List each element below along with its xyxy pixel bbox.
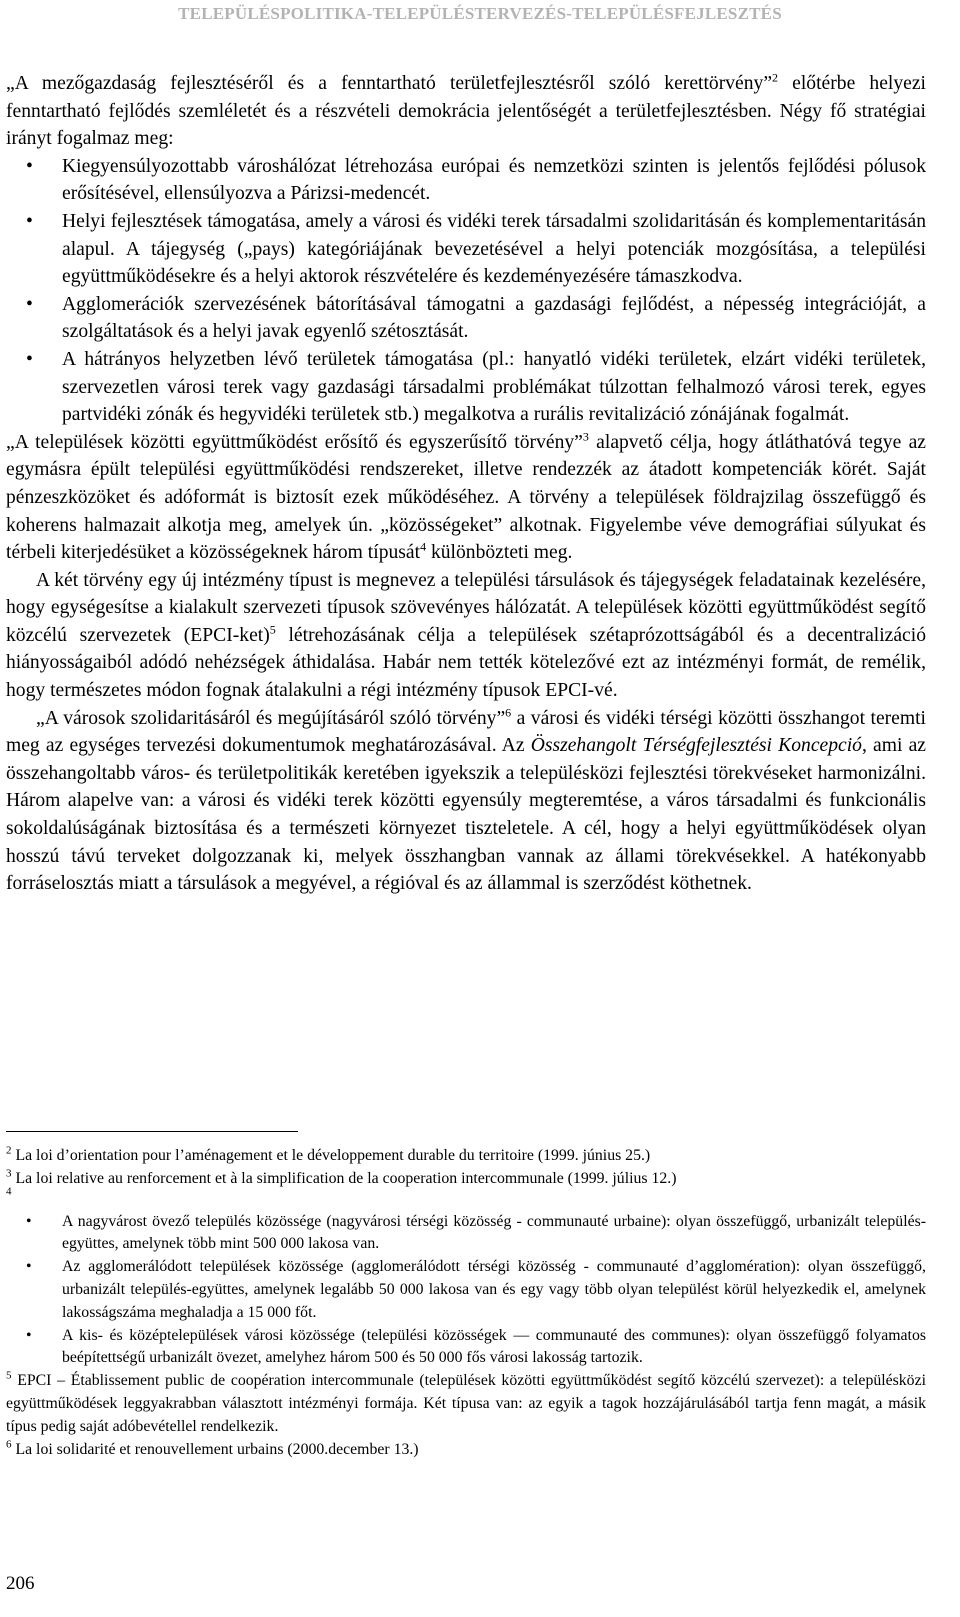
footnote-ref-5[interactable]: 5 [269,622,276,637]
footnote-5: $^5$ EPCI – Établissement public de coopération intercommunale (települések közötti együttműködést segítő közcélú szervezet): a településközi együttműködések leggyakrabban választott intézményi formája. Két típusa van: az egyik a tagok hozzájárulásából tartja fenn magát, a másik típus pedig saját adóbevétellel rendelkezik. [6,1369,926,1435]
concept-title: Összehangolt Térségfejlesztési Koncepció [530,735,862,757]
page-number: 206 [6,1573,35,1594]
footnote-4: 4 [6,1185,12,1198]
footnote-2: $^2$ La loi d’orientation pour l’aménagement et le développement durable du territoire (1999. június 25.) [6,1144,651,1164]
list-item: • A hátrányos helyzetben lévő területek támogatása (pl.: hanyatló vidéki területek, elzárt vidéki területek, szervezetlen városi terek vagy gazdasági társadalmi problémákat túlzottan felhalmozó városi terek, egyes partvidéki zónák és hegyvidéki területek stb.) megalkotva a rurális revitalizáció zónájának fogalmát. [6,346,926,429]
list-item: • A kis- és középtelepülések városi közössége (települési közösségek — communauté des communes): olyan összefüggő folyamatos beépítettségű urbanizált övezet, amelyhez három 500 és 50 000 fős városi lakosság tartozik. [6,1325,926,1371]
footnote-divider [6,1131,298,1132]
body-text [6,70,926,898]
paragraph-epci: A két törvény egy új intézmény típust is megnevez a települési társulások és tájegységek feladatainak kezelésére, hogy egységesítse a kialakult szervezeti típusok szövevényes hálózatát. A települések közötti együttműködést segítő közcélú szervezetek (EPCI-ket)$^5$ létrehozásának célja a települések szétaprózottságából és a decentralizáció hiányosságaiból adódó nehézségek áthidalása. Habár nem tették kötelezővé ezt az intézményi formát, de remélik, hogy természetes módon fognak átalakulni a régi intézmény típusok EPCI-vé. [6,569,926,702]
list-item: • Az agglomerálódott települések közössége (agglomerálódott térségi közösség - communauté d’agglomération): olyan összefüggő, urbanizált település-együttes, amelynek legalább 50 000 lakosa van és egy vagy több olyan települést körül helyezkedik el, amelynek lakosságszáma meghaladja a 15 000 főt. [6,1256,926,1324]
footnote-ref-2[interactable]: 2 [772,70,779,85]
strategy-list [6,153,926,429]
list-item: • Helyi fejlesztések támogatása, amely a városi és vidéki terek társadalmi szolidaritásán és komplementaritásán alapul. A tájegység („pays) kategóriájának bevezetésével a helyi potenciák mozgósítása, a települési együttműködésekre és a helyi aktorok részvételére és kezdeményezésére támaszkodva. [6,208,926,291]
footnotes [6,1145,926,1461]
list-item: • Agglomerációk szervezésének bátorításával támogatni a gazdasági fejlődést, a népesség integrációját, a szolgáltatások és a helyi javak egyenlő szétosztását. [6,291,926,346]
footnote-ref-6[interactable]: 6 [505,705,512,720]
footnote-6: $^6$ La loi solidarité et renouvellement urbains (2000.december 13.) [6,1438,419,1458]
paragraph-solidarity-law: „A városok szolidaritásáról és megújításáról szóló törvény”$^6$ a városi és vidéki térségi közötti összhangot teremti meg az egységes tervezési dokumentumok meghatározásával. Az Összehangolt Térségfejlesztési Koncepció, ami az összehangoltabb város- és területpolitikák keretében igyekszik a településközi fejlesztési törekvéseket harmonizálni. Három alapelve van: a városi és vidéki terek közötti egyensúly megteremtése, a város társadalmi és funkcionális sokoldalúságának biztosítása és a természeti környezet tiszteletele. A cél, hogy a helyi együttműködések olyan hosszú távú terveket dolgozzanak ki, melyek összhangban vannak az állami törekvésekkel. A hatékonyabb forráselosztás miatt a társulások a megyével, a régióval és az állammal is szerződést köthetnek. [6,705,926,895]
list-item: • Kiegyensúlyozottabb városhálózat létrehozása európai és nemzetközi szinten is jelentős fejlődési pólusok erősítésével, ellensúlyozva a Párizsi-medencét. [6,153,926,208]
footnote-ref-3[interactable]: 3 [582,429,589,444]
running-header: TELEPÜLÉSPOLITIKA-TELEPÜLÉSTERVEZÉS-TELEPÜLÉSFEJLESZTÉS [178,4,782,23]
footnote-3: $^3$ La loi relative au renforcement et à la simplification de la cooperation intercommunale (1999. július 12.) [6,1167,677,1187]
footnote-ref-4[interactable]: 4 [420,539,427,554]
footnote-4-list [6,1211,926,1371]
paragraph-intro: „A mezőgazdaság fejlesztéséről és a fenntartható területfejlesztésről szóló kerettörvény”$^2$ előtérbe helyezi fenntartható fejlődés szemléletét és a részvételi demokrácia jelentőségét a területfejlesztésben. Négy fő stratégiai irányt fogalmaz meg: [6,70,926,150]
list-item: • A nagyvárost övező település közössége (nagyvárosi térségi közösség - communauté urbaine): olyan összefüggő, urbanizált település-együttes, amelynek több mint 500 000 lakosa van. [6,1211,926,1257]
paragraph-cooperation-law: „A települések közötti együttműködést erősítő és egyszerűsítő törvény”$^3$ alapvető célja, hogy átláthatóvá tegye az egymásra épült települési együttműködési rendszereket, illetve rendezzék az átadott kompetenciák körét. Saját pénzeszközöket és adóformát is biztosít ezek működéséhez. A törvény a települések földrajzilag összefüggő és koherens halmazait alkotja meg, amelyek ún. „közösségeket” alkotnak. Figyelembe véve demográfiai súlyukat és térbeli kiterjedésüket a közösségeknek három típusát$^4$ különbözteti meg. [6,429,926,564]
